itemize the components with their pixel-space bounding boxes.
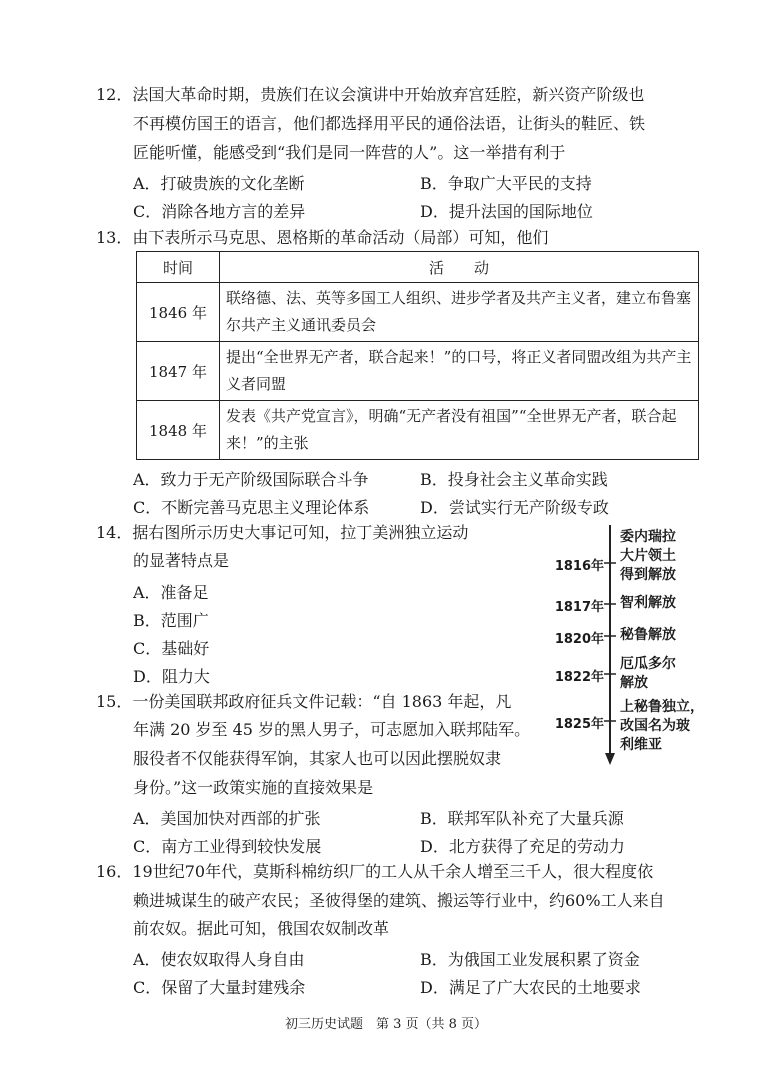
- q15-option-b: B．联邦军队补充了大量兵源: [420, 809, 624, 828]
- page-footer: 初三历史试题 第 3 页（共 8 页）: [284, 1017, 488, 1032]
- row-activity: 发表《共产党宣言》，明确“无产者没有祖国”“全世界无产者，联合起来！”的主张: [220, 401, 699, 460]
- q15-option-a: A．美国加快对西部的扩张: [133, 809, 321, 828]
- q14-option-c: C．基础好: [133, 639, 210, 658]
- q13-stem: 13．由下表所示马克思、恩格斯的革命活动（局部）可知，他们: [96, 228, 549, 247]
- q15-option-c: C．南方工业得到较快发展: [133, 837, 322, 856]
- q15-line-3: 服役者不仅能获得军饷，其家人也可以因此摆脱奴隶: [133, 749, 502, 768]
- q12-option-d: D．提升法国的国际地位: [420, 202, 593, 221]
- q16-line-1: 16．19世纪70年代，莫斯科棉纺织厂的工人从千余人增至三千人，很大程度依: [96, 862, 654, 881]
- q13-option-b: B．投身社会主义革命实践: [420, 470, 608, 489]
- timeline-year: 1816年: [554, 559, 604, 574]
- q14-option-a: A．准备足: [133, 583, 209, 602]
- q14-line-2: 的显著特点是: [133, 551, 230, 570]
- timeline-year: 1825年: [554, 717, 604, 732]
- q12-line-1: 12．法国大革命时期，贵族们在议会演讲中开始放弃宫廷腔，新兴资产阶级也: [96, 85, 645, 104]
- timeline-event: 委内瑞拉 大片领土 得到解放: [620, 529, 676, 583]
- q12-line-3: 匠能听懂，能感受到“我们是同一阵营的人”。这一举措有利于: [133, 143, 566, 162]
- row-activity: 联络德、法、英等多国工人组织、进步学者及共产主义者，建立布鲁塞尔共产主义通讯委员会: [220, 283, 699, 342]
- q13-option-d: D．尝试实行无产阶级专政: [420, 498, 609, 517]
- q12-option-b: B．争取广大平民的支持: [420, 174, 592, 193]
- q13-option-a: A．致力于无产阶级国际联合斗争: [133, 470, 369, 489]
- table-row: [137, 342, 699, 401]
- q16-line-3: 前农奴。据此可知，俄国农奴制改革: [133, 919, 390, 938]
- timeline-year: 1822年: [554, 670, 604, 685]
- q12-line-2: 不再模仿国王的语言，他们都选择用平民的通俗法语，让街头的鞋匠、铁: [133, 114, 646, 133]
- q14-option-b: B．范围广: [133, 611, 209, 630]
- q12-option-c: C．消除各地方言的差异: [133, 202, 306, 221]
- timeline-event: 上秘鲁独立， 改国名为玻 利维亚: [620, 699, 704, 753]
- q16-option-b: B．为俄国工业发展积累了资金: [420, 950, 640, 969]
- q15-line-1: 15．一份美国联邦政府征兵文件记载：“自 1863 年起，凡: [96, 692, 512, 711]
- q14-option-d: D．阻力大: [133, 667, 210, 686]
- header-time: 时间: [137, 252, 220, 283]
- q16-line-2: 赖进城谋生的破产农民；圣彼得堡的建筑、搬运等行业中，约60%工人来自: [133, 891, 665, 910]
- table-header-row: [137, 252, 699, 283]
- timeline-event: 厄瓜多尔 解放: [620, 656, 676, 691]
- row-activity: 提出“全世界无产者，联合起来！”的口号，将正义者同盟改组为共产主义者同盟: [220, 342, 699, 401]
- timeline-event: 智利解放: [620, 595, 676, 611]
- q15-line-2: 年满 20 岁至 45 岁的黑人男子，可志愿加入联邦陆军。: [133, 720, 531, 739]
- timeline-event: 秘鲁解放: [620, 627, 676, 643]
- q12-option-a: A．打破贵族的文化垄断: [133, 174, 305, 193]
- q15-line-4: 身份。”这一政策实施的直接效果是: [133, 778, 374, 797]
- q16-option-d: D．满足了广大农民的土地要求: [420, 978, 641, 997]
- q13-option-c: C．不断完善马克思主义理论体系: [133, 498, 370, 517]
- row-year: 1846 年: [137, 283, 220, 342]
- q16-option-a: A．使农奴取得人身自由: [133, 950, 305, 969]
- row-year: 1847 年: [137, 342, 220, 401]
- q16-option-c: C．保留了大量封建残余: [133, 978, 306, 997]
- timeline-year: 1817年: [554, 600, 604, 615]
- table-row: [137, 401, 699, 460]
- activity-table: [136, 251, 699, 460]
- timeline-year: 1820年: [554, 632, 604, 647]
- q15-option-d: D．北方获得了充足的劳动力: [420, 837, 625, 856]
- row-year: 1848 年: [137, 401, 220, 460]
- q14-line-1: 14．据右图所示历史大事记可知，拉丁美洲独立运动: [96, 523, 469, 542]
- table-row: [137, 283, 699, 342]
- header-activity: 活 动: [220, 252, 699, 283]
